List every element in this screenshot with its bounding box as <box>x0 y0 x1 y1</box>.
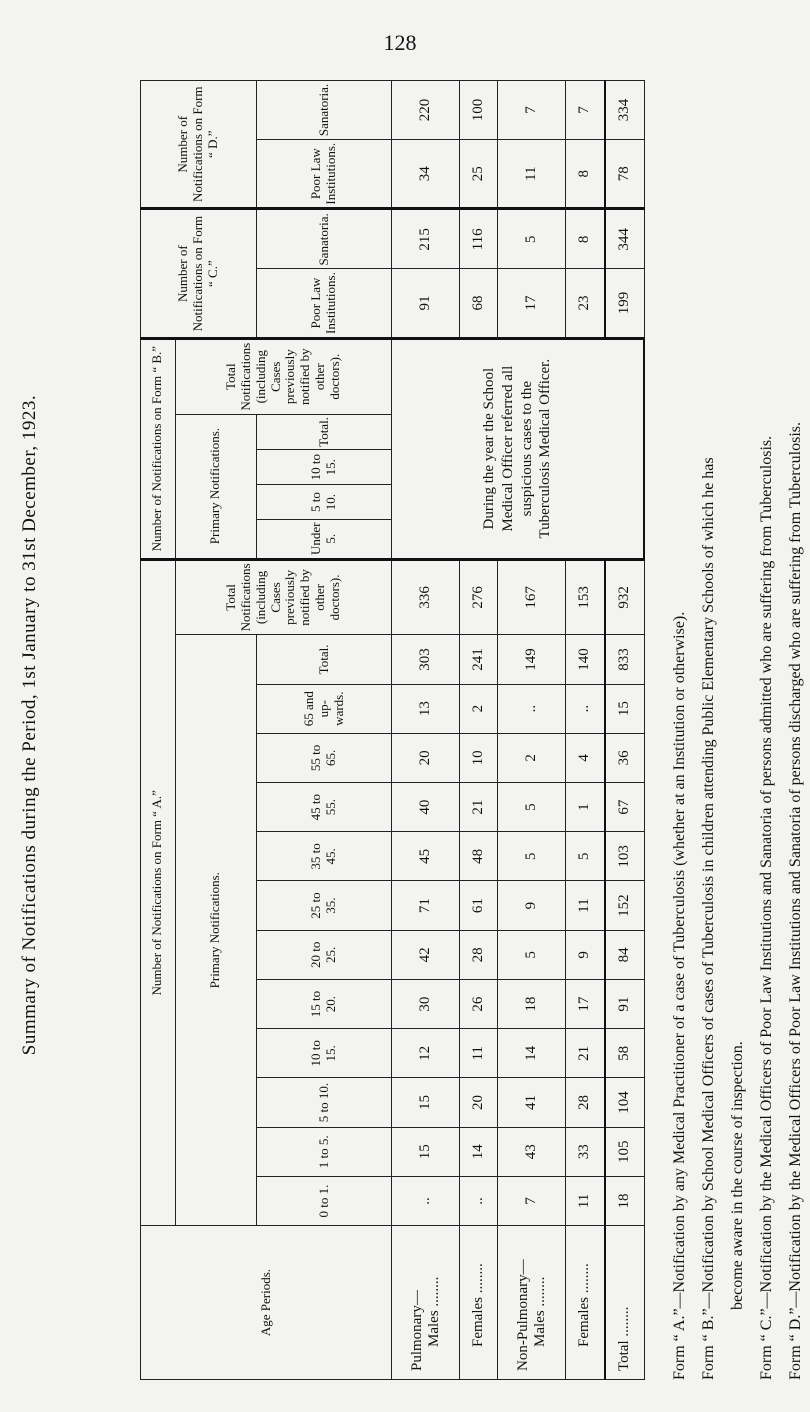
table-cell: 2 <box>460 684 498 733</box>
table-cell: 833 <box>605 635 644 684</box>
age-col-5: 20 to 25. <box>256 930 391 979</box>
row-label <box>498 1226 566 1380</box>
table-cell: 58 <box>605 1029 644 1078</box>
table-cell: 105 <box>605 1127 644 1176</box>
header-form-b: Number of Notifications on Form “ B.” <box>141 338 176 559</box>
table-cell: 7 <box>498 81 566 140</box>
table-cell: 18 <box>498 979 566 1028</box>
table-cell: 10 <box>460 733 498 782</box>
table-cell: 17 <box>498 269 566 339</box>
age-col-0: 0 to 1. <box>256 1176 391 1225</box>
table-cell: 28 <box>566 1078 605 1127</box>
table-cell: 12 <box>392 1029 460 1078</box>
b-col-2: 10 to 15. <box>256 450 391 485</box>
table-cell: 4 <box>566 733 605 782</box>
row-group-label: Total <box>616 1340 633 1371</box>
table-cell: 215 <box>392 209 460 269</box>
header-a-total-incl: Total Notifications (including Cases previously notified by other doctors). <box>175 559 392 635</box>
b-col-1: 5 to 10. <box>256 485 391 520</box>
table-cell: 303 <box>392 635 460 684</box>
row-sub-label: ........ <box>616 1306 633 1337</box>
header-form-a: Number of Notifications on Form “ A.” <box>141 559 176 1226</box>
age-col-7: 35 to 45. <box>256 832 391 881</box>
header-a-primary: Primary Notifications. <box>175 635 256 1226</box>
page-number: 128 <box>383 30 417 55</box>
table-cell: 5 <box>498 209 566 269</box>
rotated-table-page <box>10 60 804 1390</box>
table-cell: 13 <box>392 684 460 733</box>
form-definitions <box>665 70 810 1380</box>
table-cell: 33 <box>566 1127 605 1176</box>
table-cell: 15 <box>605 684 644 733</box>
table-cell: 25 <box>460 139 498 209</box>
table-cell: 61 <box>460 881 498 930</box>
header-c-sanatoria: Sanatoria. <box>256 209 391 269</box>
table-cell: 103 <box>605 832 644 881</box>
table-cell: 34 <box>392 139 460 209</box>
header-c-poor-law: Poor Law Institutions. <box>256 269 391 339</box>
row-group-label: Pulmonary— <box>408 1290 425 1371</box>
header-d-sanatoria: Sanatoria. <box>256 81 391 140</box>
header-d-poor-law: Poor Law Institutions. <box>256 139 391 209</box>
table-cell: 40 <box>392 783 460 832</box>
table-row <box>498 81 566 1380</box>
table-cell: 152 <box>605 881 644 930</box>
table-cell: 1 <box>566 783 605 832</box>
table-cell: 932 <box>605 559 644 635</box>
age-col-3: 10 to 15. <box>256 1029 391 1078</box>
form-a-note: Form “ A.”—Notification by any Medical Practitioner of a case of Tuberculosis (whether at an Institution or otherwise). <box>671 611 688 1380</box>
row-sub-label: Males ........ <box>425 1276 442 1347</box>
form-b-definition: Form “ B.”—Notification by School Medical Officers of cases of Tuberculosis in children attending Public Elementary Schools of which he has <box>700 457 717 1380</box>
header-form-c: Number of Notifications on Form “ C.” <box>141 209 257 338</box>
table-cell: .. <box>566 684 605 733</box>
table-cell: 91 <box>605 979 644 1028</box>
table-cell: 8 <box>566 139 605 209</box>
table-cell: 15 <box>392 1078 460 1127</box>
row-label <box>605 1226 644 1380</box>
table-cell: 7 <box>498 1176 566 1225</box>
table-cell: 336 <box>392 559 460 635</box>
age-col-1: 1 to 5. <box>256 1127 391 1176</box>
table-cell: .. <box>392 1176 460 1225</box>
table-cell: 21 <box>566 1029 605 1078</box>
table-cell: 11 <box>566 881 605 930</box>
table-cell: 116 <box>460 209 498 269</box>
table-row <box>460 81 498 1380</box>
header-form-d: Number of Notifications on Form “ D.” <box>141 81 257 209</box>
header-b-total-incl: Total Notifications (including Cases previously notified by other doctors). <box>175 338 392 414</box>
table-cell: 241 <box>460 635 498 684</box>
age-col-11: Total. <box>256 635 391 684</box>
table-cell: 334 <box>605 81 644 140</box>
table-row <box>392 81 460 1380</box>
table-cell: 14 <box>498 1029 566 1078</box>
page-title: Summary of Notifications during the Period, 1st January to 31st December, 1923. <box>19 394 40 1056</box>
table-cell: 67 <box>605 783 644 832</box>
table-cell: 18 <box>605 1176 644 1225</box>
table-cell: 42 <box>392 930 460 979</box>
row-sub-label: Males ........ <box>531 1276 548 1347</box>
table-row-total <box>605 81 644 1380</box>
form-d-note: Form “ D.”—Notification by the Medical Officers of Poor Law Institutions and Sanatoria of persons discharged who are suffering from Tuberculosis. <box>787 421 804 1380</box>
table-cell: 8 <box>566 209 605 269</box>
form-c-note: Form “ C.”—Notification by the Medical Officers of Poor Law Institutions and Sanatoria of persons admitted who are suffering from Tuberculosis. <box>758 435 775 1380</box>
row-label <box>392 1226 460 1380</box>
table-cell: 276 <box>460 559 498 635</box>
table-cell: 84 <box>605 930 644 979</box>
table-cell: 71 <box>392 881 460 930</box>
table-cell: 344 <box>605 209 644 269</box>
table-cell: .. <box>460 1176 498 1225</box>
table-cell: 68 <box>460 269 498 339</box>
table-cell: 7 <box>566 81 605 140</box>
table-cell: 48 <box>460 832 498 881</box>
table-cell: 23 <box>566 269 605 339</box>
table-cell: 15 <box>392 1127 460 1176</box>
row-sub-label: Females ........ <box>470 1263 487 1347</box>
table-cell: 9 <box>498 881 566 930</box>
table-cell: 78 <box>605 139 644 209</box>
table-cell: 14 <box>460 1127 498 1176</box>
table-cell: 149 <box>498 635 566 684</box>
b-col-3: Total. <box>256 414 391 450</box>
row-label <box>460 1226 498 1380</box>
age-col-6: 25 to 35. <box>256 881 391 930</box>
table-cell: 2 <box>498 733 566 782</box>
header-age-periods: Age Periods. <box>141 1226 392 1380</box>
table-cell: 5 <box>498 783 566 832</box>
table-cell: 30 <box>392 979 460 1028</box>
table-cell: 11 <box>498 139 566 209</box>
header-b-primary: Primary Notifications. <box>175 414 256 559</box>
table-cell: 5 <box>498 930 566 979</box>
table-cell: 17 <box>566 979 605 1028</box>
age-col-10: 65 and up-wards. <box>256 684 391 733</box>
table-cell: 167 <box>498 559 566 635</box>
age-col-8: 45 to 55. <box>256 783 391 832</box>
table-cell: 153 <box>566 559 605 635</box>
table-cell: 20 <box>392 733 460 782</box>
table-row <box>566 81 605 1380</box>
table-cell: 21 <box>460 783 498 832</box>
table-cell: 41 <box>498 1078 566 1127</box>
table-cell: 220 <box>392 81 460 140</box>
age-col-4: 15 to 20. <box>256 979 391 1028</box>
table-cell: 20 <box>460 1078 498 1127</box>
table-cell: 91 <box>392 269 460 339</box>
table-cell: 11 <box>566 1176 605 1225</box>
form-b-definition-cont: become aware in the course of inspection. <box>729 1041 746 1310</box>
table-cell: 28 <box>460 930 498 979</box>
row-sub-label: Females ........ <box>576 1263 593 1347</box>
table-cell: 199 <box>605 269 644 339</box>
notifications-summary-table <box>140 80 645 1380</box>
table-cell: 43 <box>498 1127 566 1176</box>
table-cell: 9 <box>566 930 605 979</box>
table-cell: 26 <box>460 979 498 1028</box>
table-cell: 104 <box>605 1078 644 1127</box>
table-cell: 45 <box>392 832 460 881</box>
table-cell: 11 <box>460 1029 498 1078</box>
age-col-9: 55 to 65. <box>256 733 391 782</box>
table-cell: 5 <box>566 832 605 881</box>
table-cell: 5 <box>498 832 566 881</box>
b-col-0: Under 5. <box>256 520 391 559</box>
age-col-2: 5 to 10. <box>256 1078 391 1127</box>
row-group-label: Non-Pulmonary— <box>514 1259 531 1371</box>
table-cell: 100 <box>460 81 498 140</box>
row-label <box>566 1226 605 1380</box>
table-cell: .. <box>498 684 566 733</box>
form-b-note: During the year the School Medical Officer referred all suspicious cases to the Tuberculosis Medical Officer. <box>392 338 644 559</box>
table-cell: 36 <box>605 733 644 782</box>
table-cell: 140 <box>566 635 605 684</box>
